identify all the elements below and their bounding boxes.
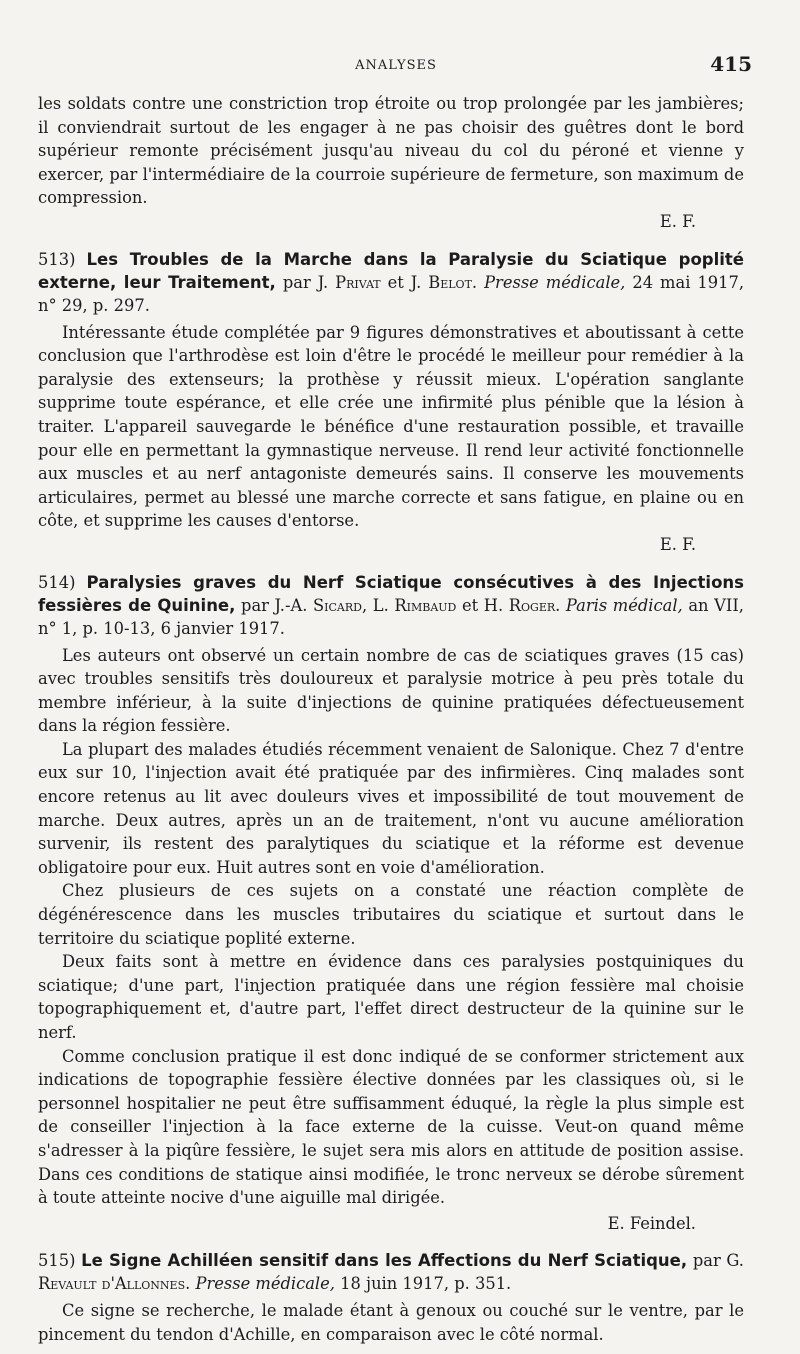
entry-by: par J.-A. — [241, 595, 308, 615]
entry-heading — [38, 1249, 744, 1295]
entry-and: et J. — [387, 272, 422, 292]
entry-citation: 24 mai 1917, n° 29, p. 297. — [38, 272, 745, 315]
entry-paragraph: Comme conclusion pratique il est donc indiqué de se conformer strictement aux indications de topographie fessière élective données par les classiques où, si le personnel hospitalier ne peut être suffisamment éduqué, la règle la plus simple est de conseiller l'injection à la face externe de la cuisse. Veut-on quand même s'adresser à la piqûre fessière, le sujet sera mis alors en attitude de position assise. Dans ces conditions de statique ainsi modifiée, le tronc nerveux se dérobe sûrement à toute atteinte nocive d'une aiguille mal dirigée. — [38, 1046, 744, 1208]
entry-journal: Paris médical, — [565, 595, 683, 615]
entry-paragraph: Ce signe se recherche, le malade étant à genoux ou couché sur le ventre, par le pincement du tendon d'Achille, en comparaison avec le côté normal. — [38, 1301, 744, 1344]
entry-number: 513) — [38, 249, 76, 269]
entry-number: 515) — [38, 1251, 76, 1271]
entry-title: Le Signe Achilléen sensitif dans les Affections du Nerf Sciatique, — [81, 1251, 688, 1271]
entry-number: 514) — [38, 572, 76, 592]
page-header — [40, 52, 752, 82]
running-head: ANALYSES — [355, 58, 437, 73]
entry-author: Belot. — [428, 272, 478, 292]
entry-and: L. — [372, 595, 389, 615]
entry-author: Revault d'Allonnes. — [38, 1274, 191, 1294]
signature: E. F. — [659, 211, 696, 231]
entry-journal: Presse médicale, — [195, 1274, 335, 1294]
entry-author: Sicard, — [313, 595, 368, 615]
entry-citation: 18 juin 1917, p. 351. — [340, 1274, 512, 1294]
entry-by: par G. — [692, 1251, 744, 1271]
entry-author: Privat — [335, 272, 381, 292]
signature: E. Feindel. — [607, 1213, 696, 1233]
abstract-entry-513 — [38, 248, 744, 557]
abstract-entry-515 — [38, 1249, 744, 1346]
entry-author: Rimbaud — [394, 595, 457, 615]
entry-citation: an VII, n° 1, p. 10-13, 6 janvier 1917. — [38, 595, 744, 638]
entry-heading — [38, 571, 744, 640]
entry-paragraph: Intéressante étude complétée par 9 figures démonstratives et aboutissant à cette conclusion que l'arthrodèse est loin d'être le procédé le meilleur pour remédier à la paralysie des extenseurs; la prothèse y réussit mieux. L'opération sanglante supprime toute espérance, et elle crée une infirmité plus pénible que la lésion à traiter. L'appareil sauvegarde le bénéfice d'une restauration possible, et travaille pour elle en permettant la gymnastique nerveuse. Il rend leur activité fonctionnelle aux muscles et au nerf antagoniste demeurés sains. Il conserve les mouvements articulaires, permet au blessé une marche correcte et sans fatigue, en plaine ou en côte, et supprime les causes d'entorse. — [38, 322, 744, 531]
page-body — [38, 92, 744, 1347]
entry-title: Paralysies graves du Nerf Sciatique consécutives à des Injections fessières de Quinine, — [38, 572, 744, 615]
abstract-entry-514 — [38, 571, 744, 1236]
entry-paragraph: Les auteurs ont observé un certain nombre de cas de sciatiques graves (15 cas) avec troubles sensitifs très douloureux et paralysie motrice à peu près totale du membre inférieur, à la suite d'injections de quinine pratiquées défectueusement dans la région fessière. — [38, 645, 744, 736]
entry-title: Les Troubles de la Marche dans la Paralysie du Sciatique poplité externe, leur Traitement, — [38, 249, 744, 292]
page-number: 415 — [710, 52, 752, 76]
entry-paragraph: Chez plusieurs de ces sujets on a constaté une réaction complète de dégénérescence dans les muscles tributaires du sciatique et surtout dans le territoire du sciatique poplité externe. — [38, 881, 744, 948]
continued-paragraph: les soldats contre une constriction trop étroite ou trop prolongée par les jambières; il conviendrait surtout de les engager à ne pas choisir des guêtres dont le bord supérieur remonte précisément jusqu'au niveau du col du péroné et vienne y exercer, par l'intermédiaire de la courroie supérieure de fermeture, son maximum de compression. — [38, 94, 744, 208]
entry-paragraph: Deux faits sont à mettre en évidence dans ces paralysies postquiniques du sciatique; d'une part, l'injection pratiquée dans une région fessière mal choisie topographiquement et, d'autre part, l'effet direct destructeur de la quinine sur le nerf. — [38, 952, 744, 1042]
entry-heading — [38, 248, 744, 317]
entry-and: et H. — [461, 595, 504, 615]
entry-journal: Presse médicale, — [484, 272, 626, 292]
signature: E. F. — [659, 534, 696, 554]
entry-author: Roger. — [508, 595, 561, 615]
entry-by: par J. — [282, 272, 329, 292]
entry-paragraph: La plupart des malades étudiés récemment venaient de Salonique. Chez 7 d'entre eux sur 10, l'injection avait été pratiquée par des infirmières. Cinq malades sont encore retenus au lit avec douleurs vives et impossibilité de tout mouvement de marche. Deux autres, après un an de traitement, n'ont vu aucune amélioration survenir, ils restent des paralytiques du sciatique et la réforme est devenue obligatoire pour eux. Huit autres sont en voie d'amélioration. — [38, 739, 744, 877]
